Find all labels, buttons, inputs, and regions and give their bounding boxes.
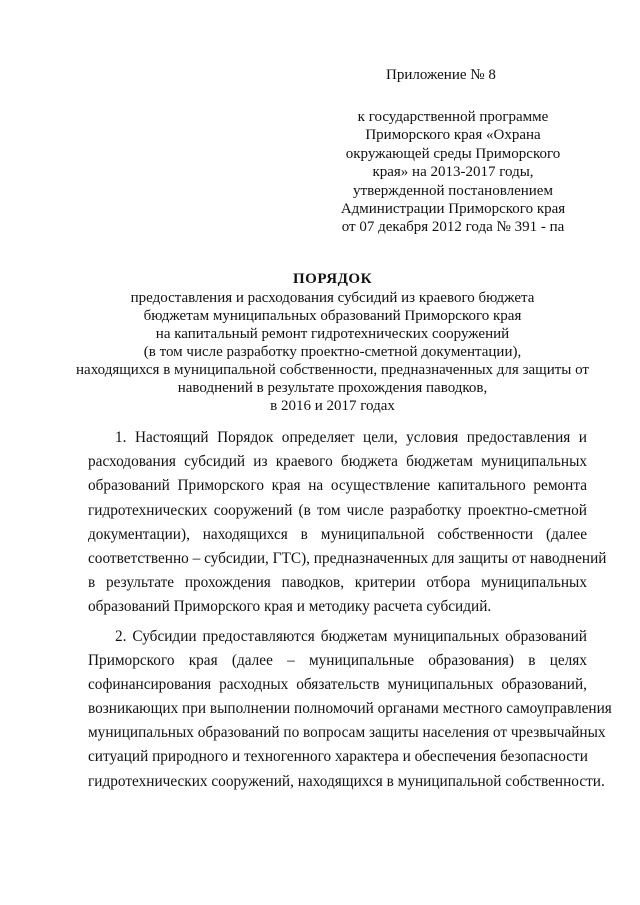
heading-line: наводнений в результате прохождения паводков, [177,380,488,396]
annex-reference [320,108,586,237]
paragraph-line: Приморского края (далее – муниципальные образования) в целях [88,651,587,669]
paragraph-line: гидротехнических сооружений (в том числе разработку проектно-сметной [88,501,587,519]
annex-line: края» на 2013-2017 годы, [372,164,534,181]
annex-title: Приложение № 8 [386,67,496,83]
annex-line: к государственной программе [357,109,549,125]
document-body [88,426,612,794]
paragraph-line: ситуаций природного и техногенного характера и обеспечения безопасности [88,748,588,766]
heading-line: на капитальный ремонт гидротехнических сооружений [155,326,510,342]
paragraph-line: документации), находящихся в муниципальной собственности (далее [88,525,587,543]
heading-line: находящихся в муниципальной собственности, предназначенных для защиты от [76,362,589,378]
annex-line: Администрации Приморского края [340,200,566,217]
heading-line: бюджетам муниципальных образований Приморского края [143,308,522,324]
annex-line: от 07 декабря 2012 года № 391 - па [341,219,565,236]
paragraph-line: софинансирования расходных обязательств муниципальных образований, [88,675,587,693]
paragraph-line: образований Приморского края и методику расчета субсидий. [88,598,492,616]
annex-line: окружающей среды Приморского [345,145,561,162]
paragraph-line: 1. Настоящий Порядок определяет цели, условия предоставления и [115,429,587,446]
paragraph-line: образований Приморского края на осуществление капитального ремонта [88,477,587,495]
paragraph-line: муниципальных образований по вопросам защиты населения от чрезвычайных [88,724,606,742]
paragraph-line: 2. Субсидии предоставляются бюджетам муниципальных образований [115,627,587,645]
document-heading [60,270,605,415]
annex-line: утвержденной постановлением [353,182,553,199]
paragraph-line: в результате прохождения паводков, критерии отбора муниципальных [88,574,587,592]
paragraph-1 [88,426,607,620]
paragraph-line: расходования субсидий из краевого бюджета бюджетам муниципальных [88,453,587,471]
annex-line: Приморского края «Охрана [365,127,541,144]
paragraph-line: гидротехнических сооружений, находящихся в муниципальной собственности. [88,772,605,790]
heading-line: (в том числе разработку проектно-сметной документации), [143,344,522,360]
paragraph-line: возникающих при выполнении полномочий органами местного самоуправления [88,700,612,718]
heading-line: предоставления и расходования субсидий из краевого бюджета [130,290,535,306]
heading-line: в 2016 и 2017 годах [270,398,395,414]
paragraph-2 [88,625,612,794]
paragraph-line: соответственно – субсидии, ГТС), предназначенных для защиты от наводнений [88,549,607,567]
heading-title: ПОРЯДОК [293,271,372,287]
